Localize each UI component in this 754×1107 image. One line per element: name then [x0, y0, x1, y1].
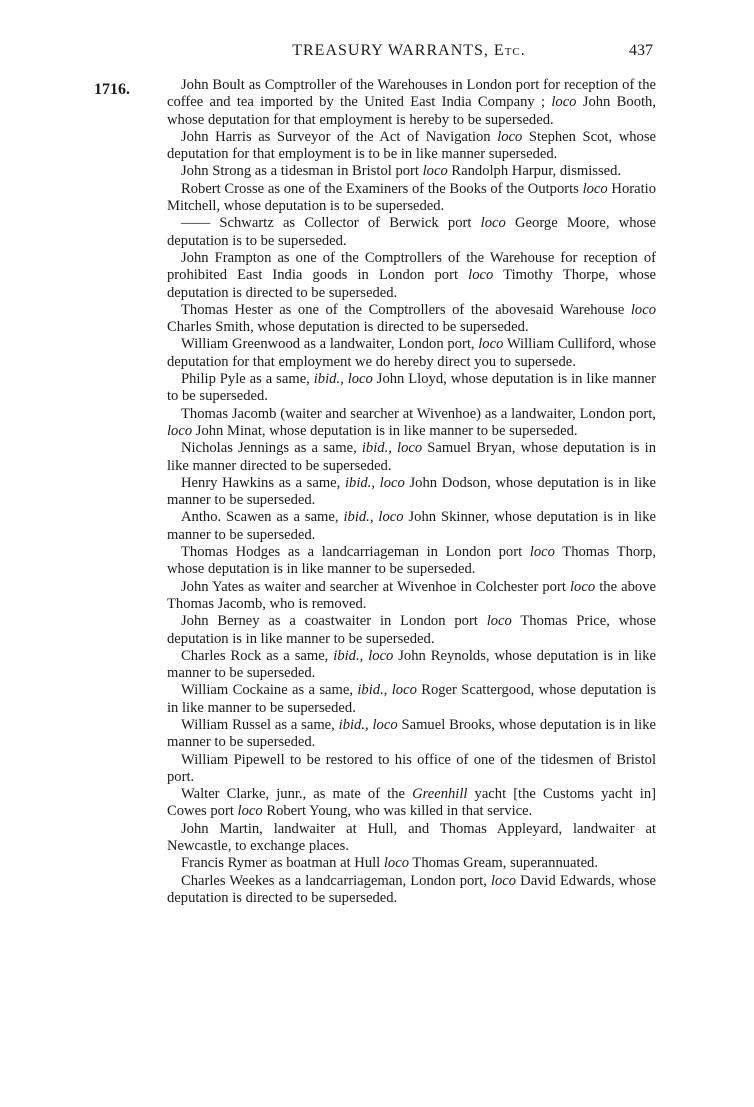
- entry-text: yacht [the Customs yacht in] Cowes port: [167, 786, 656, 820]
- italic-term: loco: [372, 716, 398, 733]
- italic-term: Greenhill: [412, 786, 468, 803]
- entry-text: the above Thomas Jacomb, who is removed.: [167, 578, 656, 612]
- running-title-main: TREASURY WARRANTS,: [292, 42, 494, 59]
- warrant-entry: [167, 873, 656, 908]
- warrant-entry: [167, 181, 656, 216]
- italic-term: ibid.,: [343, 509, 374, 526]
- entry-text: Antho. Scawen as a same,: [181, 509, 344, 526]
- italic-term: ibid.,: [357, 682, 388, 699]
- warrant-entry: [167, 163, 656, 180]
- italic-term: loco: [379, 474, 405, 491]
- italic-term: loco: [630, 301, 656, 318]
- warrant-entry: [167, 786, 656, 821]
- entry-text: Thomas Hester as one of the Comptrollers of the abovesaid Warehouse: [181, 301, 631, 318]
- warrant-entry: [167, 302, 656, 337]
- entry-text: Samuel Brooks, whose deputation is in like manner to be superseded.: [167, 716, 656, 751]
- warrant-entry: [167, 475, 656, 510]
- italic-term: loco: [529, 544, 555, 561]
- italic-term: loco: [480, 215, 506, 232]
- italic-term: ibid.,: [338, 716, 369, 733]
- italic-term: loco: [167, 422, 193, 439]
- entry-text: Philip Pyle as a same,: [181, 371, 314, 388]
- entry-text: Thomas Jacomb (waiter and searcher at Wivenhoe) as a landwaiter, London port,: [181, 405, 656, 422]
- italic-term: loco: [486, 613, 512, 630]
- italic-term: loco: [551, 94, 577, 111]
- entry-text: William Pipewell to be restored to his office of one of the tidesmen of Bristol port.: [167, 751, 656, 785]
- entry-text: John Reynolds, whose deputation is in like manner to be superseded.: [167, 647, 656, 682]
- italic-term: ibid.,: [361, 440, 392, 457]
- running-header: [165, 42, 653, 66]
- warrant-entry: [167, 440, 656, 475]
- entry-text: Charles Smith, whose deputation is directed to be superseded.: [167, 319, 529, 336]
- entry-text: Thomas Thorp, whose deputation is in like manner to be superseded.: [167, 544, 656, 578]
- entry-text: Robert Young, who was killed in that service.: [262, 803, 533, 820]
- entry-text: Henry Hawkins as a same,: [181, 474, 345, 491]
- warrant-entry: [167, 613, 656, 648]
- italic-term: loco: [468, 267, 494, 284]
- entry-text: John Skinner, whose deputation is in like manner to be superseded.: [167, 509, 656, 543]
- entry-text: John Yates as waiter and searcher at Wivenhoe in Colchester port: [181, 578, 570, 595]
- entry-text: Thomas Gream, superannuated.: [409, 855, 599, 872]
- entry-text: Charles Rock as a same,: [181, 647, 334, 664]
- entry-text: William Culliford, whose deputation for that employment we do hereby direct you to supersede.: [167, 336, 656, 370]
- entry-text: David Edwards, whose deputation is directed to be superseded.: [167, 872, 656, 906]
- entry-text: Horatio Mitchell, whose deputation is to be superseded.: [167, 180, 656, 215]
- italic-term: loco: [347, 371, 373, 388]
- warrant-entry: [167, 129, 656, 164]
- entry-text: John Berney as a coastwaiter in London port: [181, 613, 487, 630]
- italic-term: loco: [422, 163, 448, 180]
- warrant-entry: [167, 579, 656, 614]
- warrant-entry: [167, 371, 656, 406]
- page-number: 437: [629, 42, 653, 59]
- warrant-entry: [167, 544, 656, 579]
- warrant-entry: [167, 648, 656, 683]
- italic-term: loco: [478, 336, 504, 353]
- warrant-entry: [167, 406, 656, 441]
- warrant-entry: [167, 509, 656, 544]
- italic-term: ibid.,: [333, 647, 364, 664]
- entry-text: Nicholas Jennings as a same,: [181, 440, 362, 457]
- italic-term: loco: [570, 578, 596, 595]
- italic-term: loco: [391, 682, 417, 699]
- warrant-entry: [167, 215, 656, 250]
- entry-text: John Booth, whose deputation for that employment is hereby to be superseded.: [167, 94, 656, 128]
- entry-text: William Russel as a same,: [181, 716, 339, 733]
- entry-text: Charles Weekes as a landcarriageman, London port,: [181, 872, 491, 889]
- entry-text: Stephen Scot, whose deputation for that employment is to be in like manner superseded.: [167, 128, 656, 163]
- warrant-entry: [167, 250, 656, 302]
- entry-text: Samuel Bryan, whose deputation is in like manner directed to be superseded.: [167, 440, 656, 474]
- entry-text: John Boult as Comptroller of the Warehouses in London port for reception of the coffee and tea imported by the United East India Company ;: [167, 77, 656, 111]
- italic-term: loco: [368, 647, 394, 664]
- italic-term: loco: [497, 128, 523, 145]
- entry-text: John Frampton as one of the Comptrollers of the Warehouse for reception of prohibited East India goods in London port: [167, 249, 656, 284]
- entry-text: Robert Crosse as one of the Examiners of the Books of the Outports: [181, 180, 583, 197]
- entry-text: John Minat, whose deputation is in like manner to be superseded.: [192, 422, 578, 439]
- warrant-entry: [167, 752, 656, 787]
- warrant-entry: [167, 855, 656, 872]
- italic-term: loco: [237, 803, 263, 820]
- entry-text: Walter Clarke, junr., as mate of the: [181, 786, 413, 803]
- entry-text: Timothy Thorpe, whose deputation is directed to be superseded.: [167, 267, 656, 301]
- entry-text: William Greenwood as a landwaiter, London port,: [181, 336, 479, 353]
- warrant-entries: [167, 77, 656, 907]
- entry-text: George Moore, whose deputation is to be superseded.: [167, 215, 656, 249]
- entry-text: Thomas Hodges as a landcarriageman in London port: [181, 544, 530, 561]
- warrant-entry: [167, 77, 656, 129]
- entry-text: John Strong as a tidesman in Bristol port: [181, 163, 423, 180]
- italic-term: loco: [582, 180, 608, 197]
- running-title: [165, 42, 653, 60]
- warrant-entry: [167, 717, 656, 752]
- entry-text: Thomas Price, whose deputation is in like manner to be superseded.: [167, 613, 656, 647]
- entry-text: John Martin, landwaiter at Hull, and Thomas Appleyard, landwaiter at Newcastle, to exchange places.: [167, 820, 656, 855]
- warrant-entry: [167, 682, 656, 717]
- italic-term: loco: [383, 855, 410, 872]
- warrant-entry: [167, 336, 656, 371]
- entry-text: John Dodson, whose deputation is in like manner to be superseded.: [167, 474, 656, 509]
- italic-term: ibid.,: [344, 474, 375, 491]
- warrant-entry: [167, 821, 656, 856]
- entry-text: Randolph Harpur, dismissed.: [447, 163, 622, 180]
- italic-term: loco: [397, 440, 423, 457]
- entry-text: John Harris as Surveyor of the Act of Navigation: [181, 128, 498, 145]
- running-title-etc: Etc.: [493, 42, 526, 59]
- entry-text: —— Schwartz as Collector of Berwick port: [181, 215, 481, 232]
- italic-term: ibid.,: [313, 371, 344, 388]
- entry-text: John Lloyd, whose deputation is in like manner to be superseded.: [167, 371, 656, 405]
- year-label: 1716.: [94, 81, 130, 98]
- entry-text: William Cockaine as a same,: [181, 682, 358, 699]
- italic-term: loco: [378, 509, 404, 526]
- italic-term: loco: [490, 872, 517, 889]
- entry-text: Francis Rymer as boatman at Hull: [181, 855, 384, 872]
- entry-text: Roger Scattergood, whose deputation is in like manner to be superseded.: [167, 682, 657, 716]
